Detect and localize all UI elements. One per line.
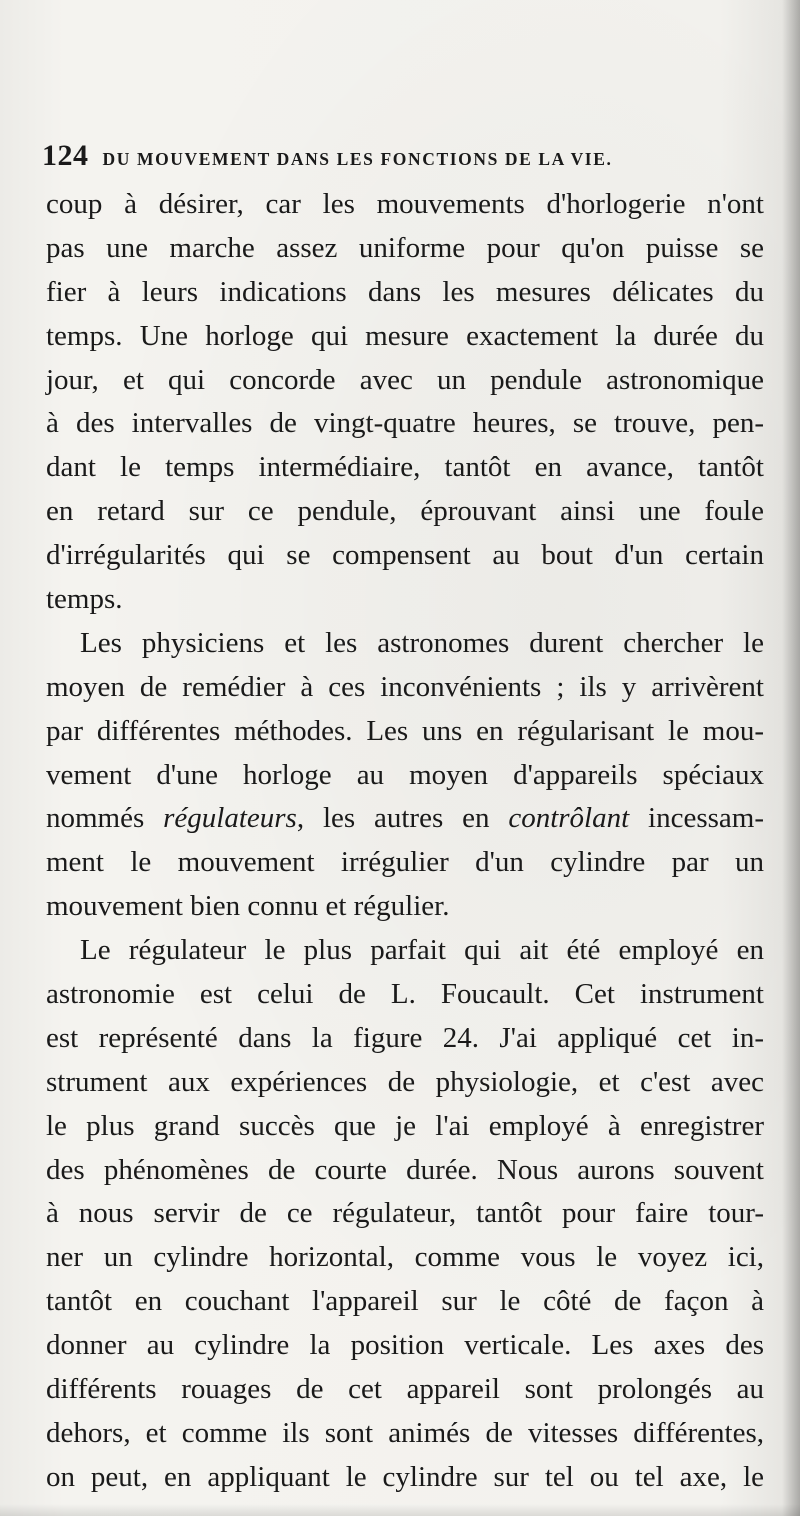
text-line: mouvement bien connu et régulier. (46, 890, 450, 923)
text-line: ment le mouvement irrégulier d'un cylindre par un (46, 846, 764, 879)
text-line: d'irrégularités qui se compensent au bout d'un certain (46, 539, 764, 572)
text-line: donner au cylindre la position verticale. Les axes des (46, 1329, 764, 1362)
body-text (46, 183, 764, 1500)
text-line: jour, et qui concorde avec un pendule astronomique (46, 363, 764, 396)
page-bottom-shadow (0, 1504, 800, 1516)
italic-term: régulateurs (163, 802, 297, 835)
text-line: tantôt en couchant l'appareil sur le côté de façon à (46, 1285, 764, 1318)
text-line: en retard sur ce pendule, éprouvant ainsi une foule (46, 495, 764, 528)
text-line: vement d'une horloge au moyen d'appareils spéciaux (46, 758, 764, 791)
text-line: temps. Une horloge qui mesure exactement la durée du (46, 319, 764, 352)
running-title: DU MOUVEMENT DANS LES FONCTIONS DE LA VIE. (102, 149, 613, 169)
text-line: astronomie est celui de L. Foucault. Cet instrument (46, 978, 764, 1011)
text-line: on peut, en appliquant le cylindre sur tel ou tel axe, le (46, 1460, 764, 1493)
text-line: dant le temps intermédiaire, tantôt en avance, tantôt (46, 451, 764, 484)
text-line: le plus grand succès que je l'ai employé à enregistrer (46, 1109, 764, 1142)
text-line: nommés régulateurs, les autres en contrôlant incessam- (46, 802, 764, 835)
text-line: fier à leurs indications dans les mesures délicates du (46, 275, 764, 308)
text-line: temps. (46, 583, 123, 616)
paragraph (46, 929, 764, 1500)
page-number: 124 (42, 139, 89, 172)
text-line: pas une marche assez uniforme pour qu'on puisse se (46, 231, 764, 264)
italic-term: contrôlant (508, 802, 630, 835)
text-line: Le régulateur le plus parfait qui ait été employé en (80, 934, 764, 967)
page-header (42, 139, 762, 175)
text-line: des phénomènes de courte durée. Nous aurons souvent (46, 1153, 764, 1186)
page-edge-shadow (782, 0, 800, 1516)
text-line: par différentes méthodes. Les uns en régularisant le mou- (46, 714, 764, 747)
text-line: dehors, et comme ils sont animés de vitesses différentes, (46, 1416, 764, 1449)
text-line: à des intervalles de vingt-quatre heures, se trouve, pen- (46, 407, 764, 440)
text-line: ner un cylindre horizontal, comme vous le voyez ici, (46, 1241, 764, 1274)
text-line: Les physiciens et les astronomes durent chercher le (80, 626, 764, 659)
text-line: est représenté dans la figure 24. J'ai appliqué cet in- (46, 1021, 764, 1054)
text-line: moyen de remédier à ces inconvénients ; ils y arrivèrent (46, 670, 764, 703)
paragraph (46, 183, 764, 622)
text-line: coup à désirer, car les mouvements d'horlogerie n'ont (46, 188, 764, 220)
paragraph (46, 622, 764, 929)
text-line: à nous servir de ce régulateur, tantôt pour faire tour- (46, 1197, 764, 1230)
text-line: différents rouages de cet appareil sont prolongés au (46, 1373, 764, 1406)
text-line: strument aux expériences de physiologie, et c'est avec (46, 1065, 764, 1098)
